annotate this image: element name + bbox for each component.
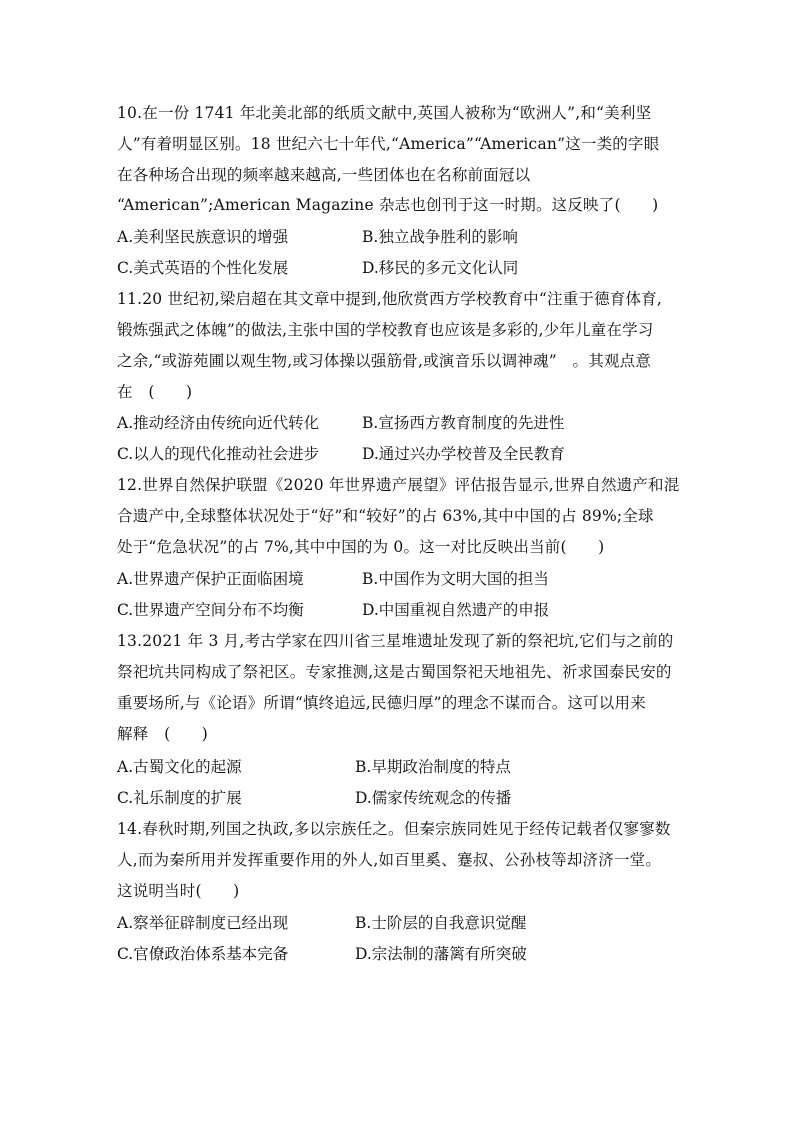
- question-11-stem-line: 11.20 世纪初,梁启超在其文章中提到,他欣赏西方学校教育中“注重于德育体育,: [117, 290, 663, 308]
- option-d: D.儒家传统观念的传播: [355, 789, 512, 807]
- option-a: A.察举征辟制度已经出现: [117, 914, 289, 932]
- question-11-stem-line: 之余,“或游苑圃以观生物,或习体操以强筋骨,或演音乐以调神魂” 。其观点意: [117, 352, 652, 370]
- option-b: B.早期政治制度的特点: [355, 758, 511, 776]
- question-14-stem-line: 人,而为秦所用并发挥重要作用的外人,如百里奚、蹇叔、公孙枝等却济济一堂。: [117, 851, 662, 869]
- question-13-stem-line: 祭祀坑共同构成了祭祀区。专家推测,这是古蜀国祭祀天地祖先、祈求国泰民安的: [117, 663, 672, 681]
- option-c: C.以人的现代化推动社会进步: [117, 445, 320, 463]
- option-a: A.美利坚民族意识的增强: [117, 228, 289, 246]
- option-b: B.独立战争胜利的影响: [362, 228, 518, 246]
- question-10-stem-line: “American”;American Magazine 杂志也创刊于这一时期。这反映了( ): [117, 196, 659, 214]
- option-c: C.世界遗产空间分布不均衡: [117, 601, 304, 619]
- question-10-stem-line: 在各种场合出现的频率越来越高,一些团体也在名称前面冠以: [117, 166, 531, 184]
- option-d: D.中国重视自然遗产的申报: [362, 601, 550, 619]
- question-12-stem-line: 合遗产中,全球整体状况处于“好”和“较好”的占 63%,其中中国的占 89%;全球: [117, 507, 654, 525]
- option-a: A.世界遗产保护正面临困境: [117, 570, 304, 588]
- option-b: B.中国作为文明大国的担当: [362, 570, 549, 588]
- option-d: D.宗法制的藩篱有所突破: [355, 945, 527, 963]
- question-13-stem-line: 重要场所,与《论语》所谓“慎终追远,民德归厚”的理念不谋而合。这可以用来: [117, 694, 646, 712]
- question-11-stem-line: 锻炼强武之体魄”的做法,主张中国的学校教育也应该是多彩的,少年儿童在学习: [117, 321, 654, 339]
- question-14-stem-line: 这说明当时( ): [117, 882, 240, 900]
- question-13-stem-line: 解释 ( ): [117, 725, 208, 743]
- question-14-stem-line: 14.春秋时期,列国之执政,多以宗族任之。但秦宗族同姓见于经传记载者仅寥寥数: [117, 820, 671, 838]
- option-c: C.美式英语的个性化发展: [117, 259, 289, 277]
- question-11-stem-line: 在 ( ): [117, 383, 193, 401]
- question-13-stem-line: 13.2021 年 3 月,考古学家在四川省三星堆遗址发现了新的祭祀坑,它们与之前的: [117, 632, 674, 650]
- option-c: C.礼乐制度的扩展: [117, 789, 242, 807]
- option-b: B.士阶层的自我意识觉醒: [355, 914, 527, 932]
- option-d: D.移民的多元文化认同: [362, 259, 519, 277]
- option-d: D.通过兴办学校普及全民教育: [362, 445, 565, 463]
- question-10-stem-line: 人”有着明显区别。18 世纪六七十年代,“America”“American”这一类的字眼: [117, 135, 660, 153]
- question-10-stem-line: 10.在一份 1741 年北美北部的纸质文献中,英国人被称为“欧洲人”,和“美利坚: [117, 104, 652, 122]
- option-c: C.官僚政治体系基本完备: [117, 945, 289, 963]
- question-12-stem-line: 处于“危急状况”的占 7%,其中中国的为 0。这一对比反映出当前( ): [117, 538, 605, 556]
- option-a: A.古蜀文化的起源: [117, 758, 242, 776]
- option-b: B.宣扬西方教育制度的先进性: [362, 414, 565, 432]
- option-a: A.推动经济由传统向近代转化: [117, 414, 320, 432]
- question-12-stem-line: 12.世界自然保护联盟《2020 年世界遗产展望》评估报告显示,世界自然遗产和混: [117, 476, 680, 494]
